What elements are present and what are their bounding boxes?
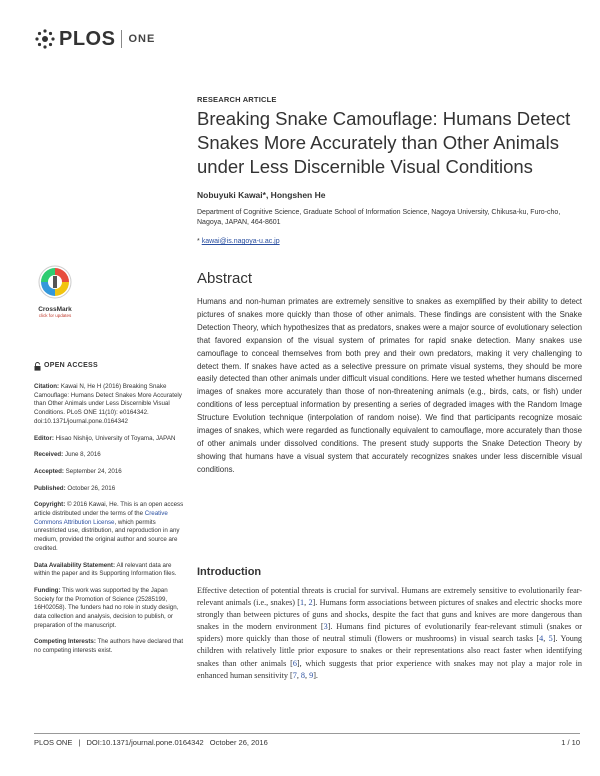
competing-interests-text: The authors have declared that no competing interests exist. bbox=[34, 638, 184, 655]
authors: Nobuyuki Kawai*, Hongshen He bbox=[197, 190, 326, 200]
competing-interests-label: Competing Interests: bbox=[34, 638, 96, 646]
introduction-heading: Introduction bbox=[197, 566, 262, 578]
reference-link[interactable]: 7 bbox=[292, 670, 297, 680]
open-lock-icon bbox=[34, 362, 41, 371]
intro-ref-separator: , bbox=[305, 670, 310, 680]
introduction-text bbox=[197, 585, 582, 682]
reference-link[interactable]: 8 bbox=[300, 670, 306, 680]
competing-interests-info bbox=[34, 638, 184, 655]
editor-label: Editor: bbox=[34, 434, 54, 442]
data-availability-text: All relevant data are within the paper and its Supporting Information files. bbox=[34, 561, 177, 578]
editor-info bbox=[34, 435, 184, 444]
publisher-name: PLOS bbox=[59, 27, 116, 50]
citation-label: Citation: bbox=[34, 383, 60, 390]
reference-link[interactable]: 5 bbox=[548, 634, 553, 644]
page-number: 1 / 10 bbox=[561, 738, 580, 747]
received-label: Received: bbox=[34, 451, 64, 459]
published-info bbox=[34, 485, 184, 494]
data-availability-label: Data Availability Statement: bbox=[34, 561, 116, 569]
received-info bbox=[34, 451, 184, 460]
journal-name: ONE bbox=[128, 33, 156, 45]
corresponding-author bbox=[197, 238, 280, 245]
crossmark-sub: click for updates bbox=[38, 313, 72, 318]
funding-text: This work was supported by the Japan Society for the Promotion of Science (25285199, 16H02058). The funders had no role in study design, data collection and analysis, decision to publish, or preparation of the manuscript. bbox=[34, 586, 179, 629]
affiliation: Department of Cognitive Science, Graduate School of Information Science, Nagoya University, Chikusa-ku, Furo-cho, Nagoya, JAPAN, 464-8601 bbox=[197, 209, 561, 226]
accepted-date: September 24, 2016 bbox=[65, 467, 122, 475]
plos-one-logo bbox=[34, 28, 155, 50]
footer-journal: PLOS ONE bbox=[34, 738, 73, 747]
reference-link[interactable]: 6 bbox=[292, 658, 297, 668]
license-link[interactable]: Creative Commons Attribution License bbox=[34, 510, 168, 526]
corresponding-mark: * bbox=[197, 238, 200, 245]
intro-ref-separator: , bbox=[304, 598, 309, 608]
corresponding-email-link[interactable]: kawai@is.nagoya-u.ac.jp bbox=[201, 238, 280, 245]
copyright-info bbox=[34, 501, 184, 553]
crossmark-label: CrossMark bbox=[38, 306, 72, 313]
logo-divider bbox=[121, 30, 122, 48]
reference-link[interactable]: 9 bbox=[309, 670, 314, 680]
funding-label: Funding: bbox=[34, 586, 61, 594]
abstract-text: Humans and non-human primates are extremely sensitive to snakes as exemplified by their ability to detect pictures of snakes more quickly than those of other animals. These findings are consistent with the Snake Detection Theory, which hypothesizes that as predators, snakes were a major source of evolutionary selection that favored expansion of the visual system of primates for rapid snake detection. Many snakes use camouflage to conceal themselves from both prey and their own predators, making it very challenging to detect them. If snakes have acted as a selective pressure on primate visual systems, they should be more easily detected than other animals under difficult visual conditions. Here we tested whether humans discerned images of snakes more accurately than those of non-threatening animals (e.g., birds, cats, or fish) under conditions of less perceptual information by presenting a series of degraded images with the Random Image Structure Evolution technique (interpolation of random noise). We find that participants recognize mosaic images of snakes, which were regarded as functionally equivalent to camouflage, more accurately than those of other animals under dissolved conditions. The present study supports the Snake Detection Theory by showing that humans have a visual system that accurately recognizes snakes under less discernible visual conditions. bbox=[197, 297, 582, 474]
open-access-label: OPEN ACCESS bbox=[44, 362, 98, 370]
article-info-sidebar bbox=[34, 362, 184, 664]
intro-text-part: ]. bbox=[313, 670, 318, 680]
footer-doi: DOI:10.1371/journal.pone.0164342 bbox=[86, 738, 204, 747]
reference-link[interactable]: 3 bbox=[323, 622, 328, 632]
intro-text-part: ]. Humans form associations between pictures of snakes and electric shocks more strongly than between pictures of guns and shocks, despite the fact that guns and knives are more dangerous than snakes in the modern environment [ bbox=[197, 598, 583, 632]
received-date: June 8, 2016 bbox=[64, 451, 101, 459]
abstract-heading: Abstract bbox=[197, 270, 253, 287]
crossmark-badge[interactable] bbox=[30, 265, 80, 318]
plos-logo-icon bbox=[34, 28, 56, 50]
page-footer bbox=[34, 733, 580, 747]
article-title: Breaking Snake Camouflage: Humans Detect Snakes More Accurately than Other Animals under Less Discernible Visual Conditions bbox=[197, 108, 571, 177]
data-availability-info bbox=[34, 562, 184, 579]
citation-text: Kawai N, He H (2016) Breaking Snake Camouflage: Humans Detect Snakes More Accurately than Other Animals under Less Discernible Visual Conditions. PLoS ONE 11(10): e0164342. doi:10.1371/journal.pone.0164342 bbox=[34, 383, 182, 425]
open-access-badge bbox=[34, 362, 184, 371]
funding-info bbox=[34, 587, 184, 631]
copyright-text-pre: © 2016 Kawai, He. This is an open access article distributed under the terms of the bbox=[34, 501, 184, 518]
footer-citation bbox=[34, 738, 272, 747]
reference-link[interactable]: 2 bbox=[308, 598, 313, 608]
reference-link[interactable]: 4 bbox=[539, 634, 544, 644]
intro-ref-separator: , bbox=[543, 634, 549, 644]
editor-text: Hisao Nishijo, University of Toyama, JAPAN bbox=[55, 434, 176, 442]
copyright-text-post: , which permits unrestricted use, distribution, and reproduction in any medium, provided the original author and source are credited. bbox=[34, 518, 180, 552]
intro-text-part: ]. Young children with relatively little prior exposure to snakes or their representations also react faster when identifying snakes than other animals [ bbox=[197, 634, 583, 668]
accepted-label: Accepted: bbox=[34, 467, 64, 475]
intro-ref-separator: , bbox=[296, 670, 301, 680]
copyright-label: Copyright: bbox=[34, 501, 66, 509]
accepted-info bbox=[34, 468, 184, 477]
published-label: Published: bbox=[34, 484, 66, 492]
article-type: RESEARCH ARTICLE bbox=[197, 95, 277, 104]
intro-text-part: ], which suggests that prior experience with snakes may not play a major role in enhanced human sensitivity [ bbox=[197, 658, 582, 680]
footer-separator: | bbox=[78, 738, 81, 747]
intro-text-part: Effective detection of potential threats is crucial for survival. Humans are extremely sensitive to evolutionarily fear-relevant animals (i.e., snakes) [ bbox=[197, 586, 582, 608]
footer-date: October 26, 2016 bbox=[209, 738, 268, 747]
citation-info bbox=[34, 383, 184, 427]
intro-text-part: ]. Humans find pictures of evolutionarily fear-relevant stimuli (snakes or spiders) more quickly than those of neutral stimuli (flowers or mushrooms) in visual search tasks [ bbox=[197, 622, 582, 644]
reference-link[interactable]: 1 bbox=[300, 598, 305, 608]
crossmark-icon bbox=[38, 265, 72, 299]
published-date: October 26, 2016 bbox=[67, 484, 116, 492]
